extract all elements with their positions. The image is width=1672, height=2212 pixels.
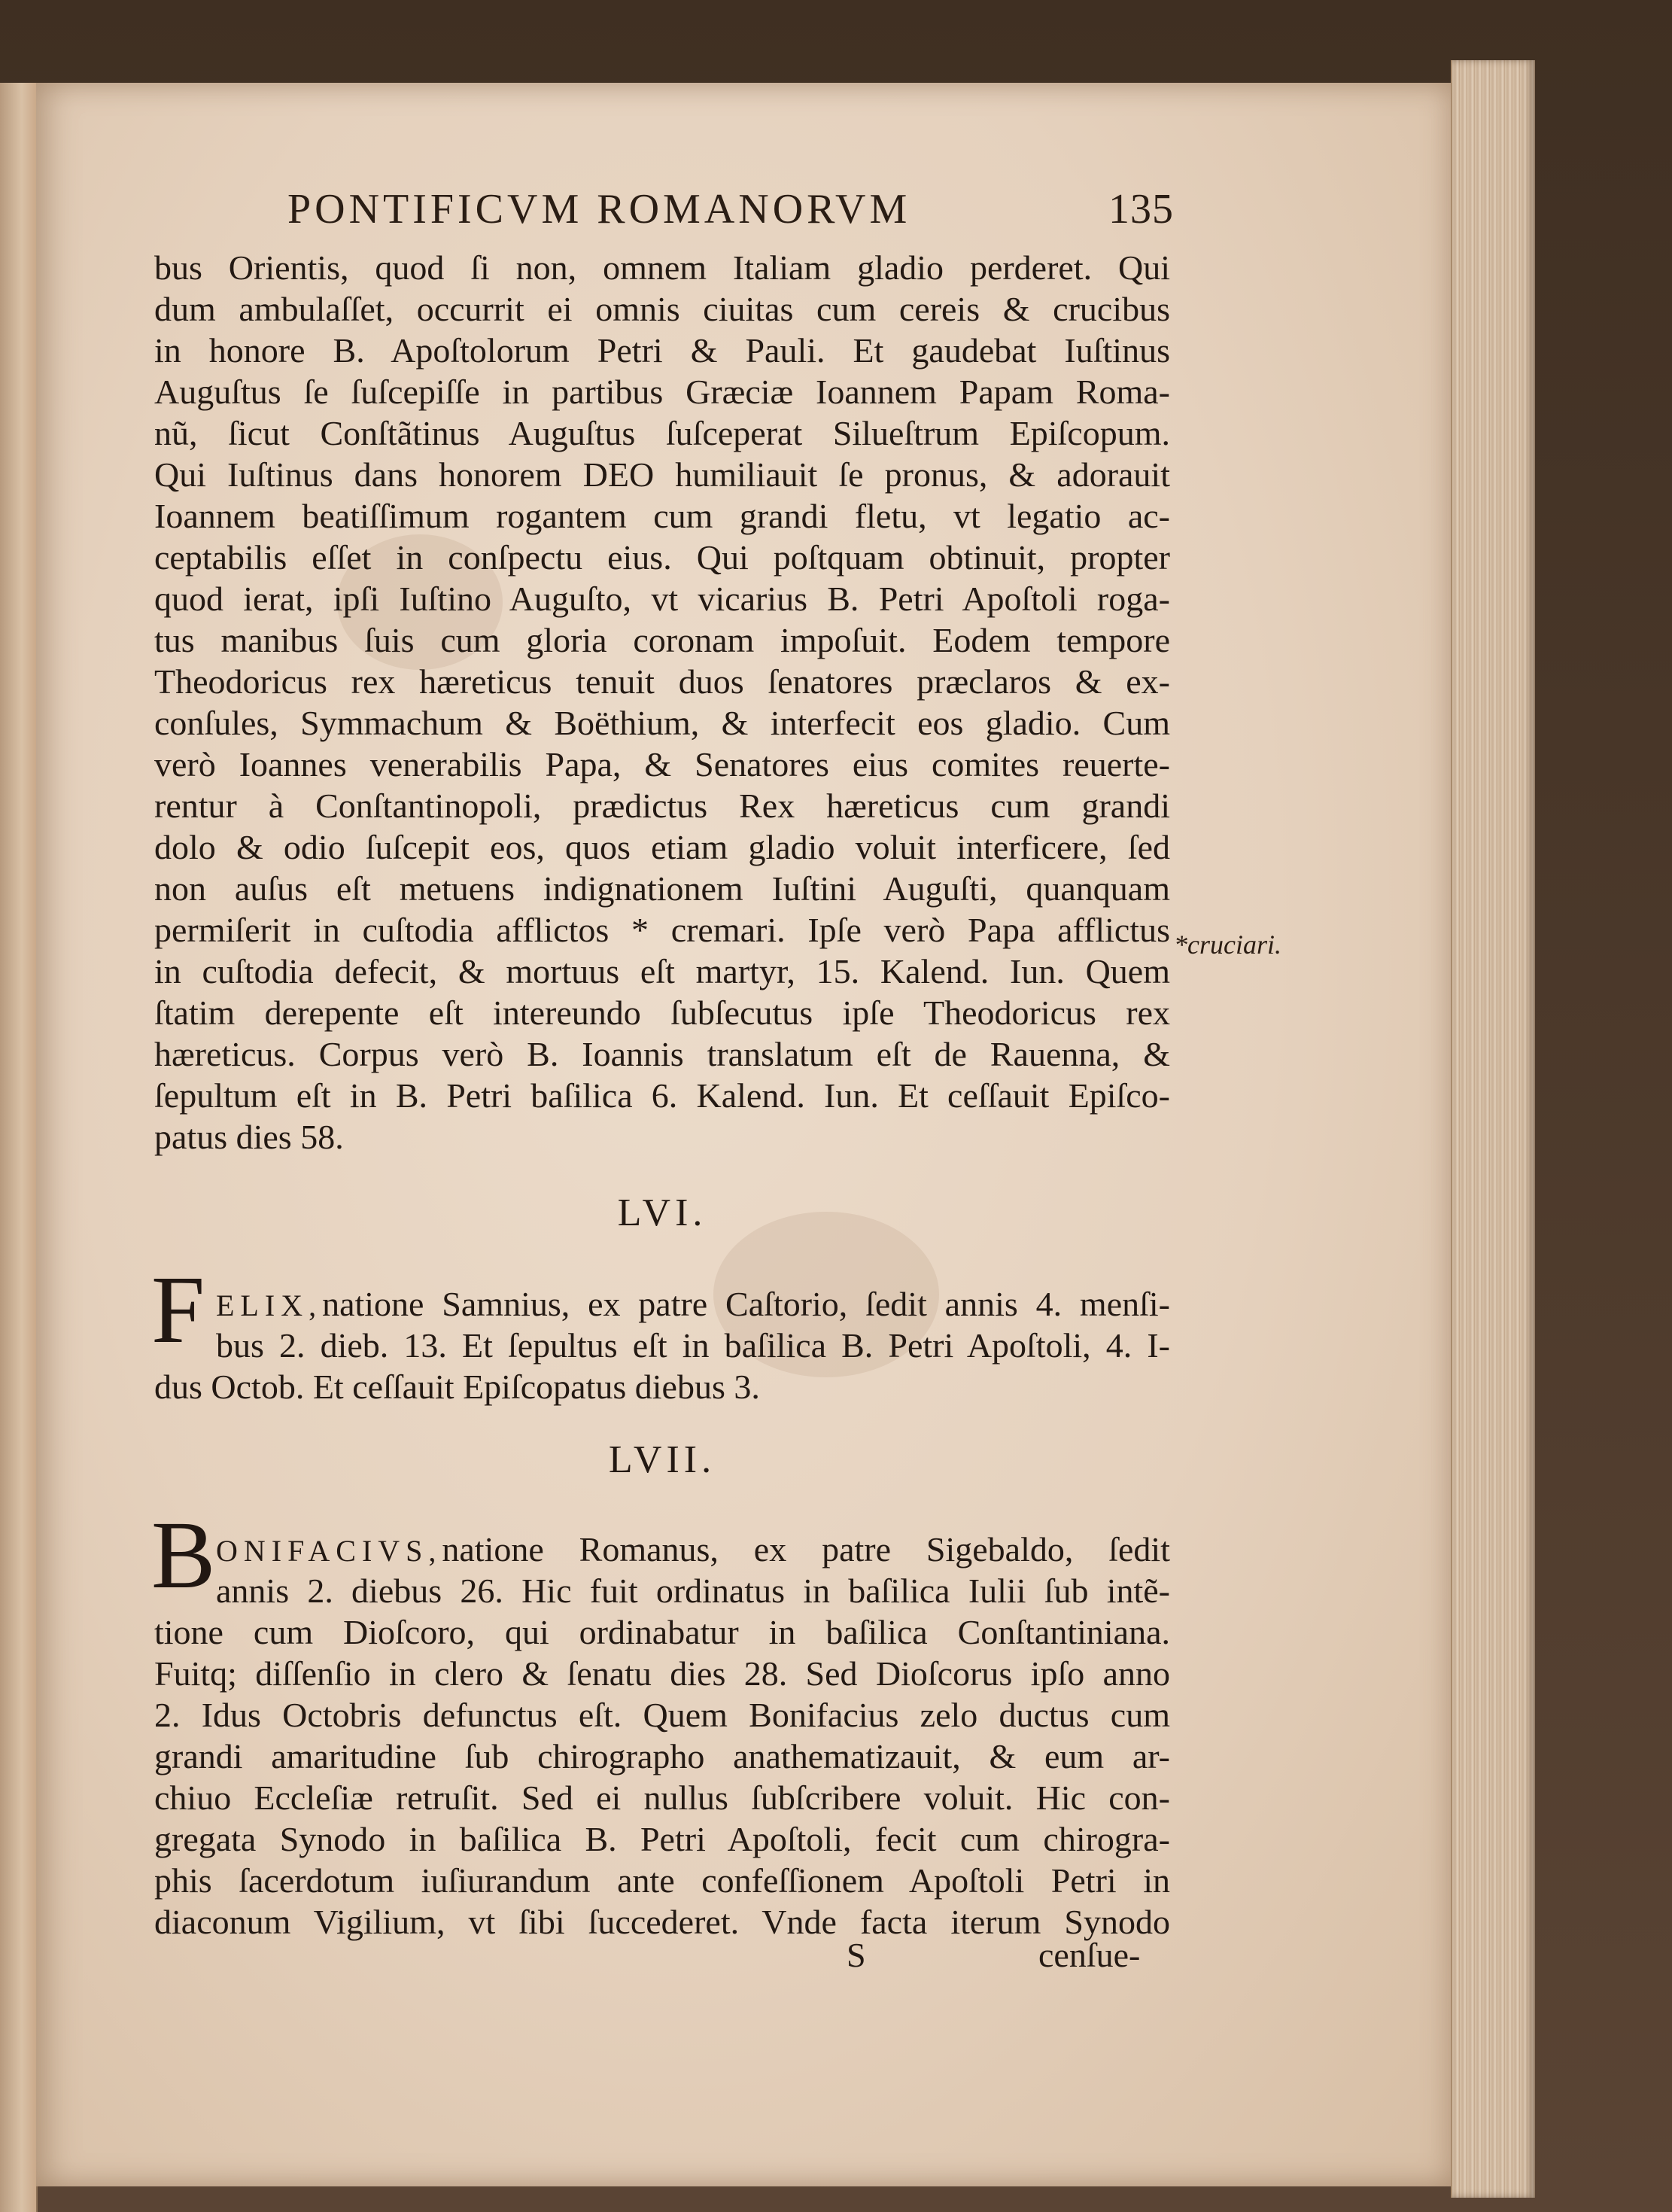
text-line: Qui Iuſtinus dans honorem DEO humiliauit ſe pronus, & adorauit xyxy=(154,455,1170,494)
running-head-title: PONTIFICVM ROMANORVM xyxy=(287,186,911,233)
text-line: ceptabilis eſſet in conſpectu eius. Qui poſtquam obtinuit, propter xyxy=(154,538,1170,577)
marginal-note: *cruciari. xyxy=(1174,930,1281,960)
catchword: cenſue- xyxy=(1038,1936,1141,1974)
drop-cap-b: B xyxy=(151,1502,216,1608)
text-line: phis ſacerdotum iuſiurandum ante confeſſionem Apoſtoli Petri in xyxy=(154,1861,1170,1900)
text-line: dum ambulaſſet, occurrit ei omnis ciuitas cum cereis & crucibus xyxy=(154,290,1170,328)
text-line xyxy=(216,1529,1170,1570)
section-number-lvii: LVII. xyxy=(608,1438,716,1481)
text-line: rentur à Conſtantinopoli, prædictus Rex hæreticus cum grandi xyxy=(154,787,1170,825)
text-line: tus manibus ſuis cum gloria coronam impoſuit. Eodem tempore xyxy=(154,621,1170,659)
line-text: natione Romanus, ex patre Sigebaldo, ſedit xyxy=(442,1530,1170,1568)
text-line: bus Orientis, quod ſi non, omnem Italiam gladio perderet. Qui xyxy=(154,248,1170,287)
text-line: permiſerit in cuſtodia afflictos * cremari. Ipſe verò Papa afflictus xyxy=(154,911,1170,949)
text-line: tione cum Dioſcoro, qui ordinabatur in baſilica Conſtantiniana. xyxy=(154,1613,1170,1651)
first-word: ONIFACIVS, xyxy=(216,1534,442,1568)
text-line: annis 2. diebus 26. Hic fuit ordinatus in baſilica Iulii ſub intẽ- xyxy=(216,1572,1170,1610)
text-line: patus dies 58. xyxy=(154,1118,344,1156)
text-line: 2. Idus Octobris defunctus eſt. Quem Bonifacius zelo ductus cum xyxy=(154,1696,1170,1734)
text-line: quod ierat, ipſi Iuſtino Auguſto, vt vicarius B. Petri Apoſtoli roga- xyxy=(154,580,1170,618)
text-line: chiuo Eccleſiæ retruſit. Sed ei nullus ſubſcribere voluit. Hic con- xyxy=(154,1778,1170,1817)
previous-page-edge xyxy=(0,83,38,2212)
line-text: natione Samnius, ex patre Caſtorio, ſedit annis 4. menſi- xyxy=(322,1285,1170,1323)
folio-number: 135 xyxy=(1108,186,1174,233)
text-line: ſtatim derepente eſt intereundo ſubſecutus ipſe Theodoricus rex xyxy=(154,993,1170,1032)
text-line: Ioannem beatiſſimum rogantem cum grandi fletu, vt legatio ac- xyxy=(154,497,1170,535)
signature-mark: S xyxy=(847,1936,866,1974)
text-line: ſepultum eſt in B. Petri baſilica 6. Kalend. Iun. Et ceſſauit Epiſco- xyxy=(154,1076,1170,1115)
text-line: verò Ioannes venerabilis Papa, & Senatores eius comites reuerte- xyxy=(154,745,1170,783)
page-fore-edge xyxy=(1451,60,1535,2198)
text-line: Fuitq; diſſenſio in clero & ſenatu dies 28. Sed Dioſcorus ipſo anno xyxy=(154,1654,1170,1693)
drop-cap-f: F xyxy=(151,1256,205,1363)
text-line: Auguſtus ſe ſuſcepiſſe in partibus Græciæ Ioannem Papam Roma- xyxy=(154,373,1170,411)
text-line: Theodoricus rex hæreticus tenuit duos ſenatores præclaros & ex- xyxy=(154,662,1170,701)
section-number-lvi: LVI. xyxy=(617,1191,707,1234)
text-line: in honore B. Apoſtolorum Petri & Pauli. Et gaudebat Iuſtinus xyxy=(154,331,1170,370)
text-line: non auſus eſt metuens indignationem Iuſtini Auguſti, quanquam xyxy=(154,869,1170,908)
text-line: grandi amaritudine ſub chirographo anathematizauit, & eum ar- xyxy=(154,1737,1170,1775)
text-line: gregata Synodo in baſilica B. Petri Apoſtoli, fecit cum chirogra- xyxy=(154,1820,1170,1858)
text-line xyxy=(216,1283,1170,1325)
running-head xyxy=(278,185,1174,238)
text-line: conſules, Symmachum & Boëthium, & interfecit eos gladio. Cum xyxy=(154,704,1170,742)
text-line: dolo & odio ſuſcepit eos, quos etiam gladio voluit interficere, ſed xyxy=(154,828,1170,866)
first-word: ELIX, xyxy=(216,1289,323,1322)
text-line: in cuſtodia defecit, & mortuus eſt martyr, 15. Kalend. Iun. Quem xyxy=(154,952,1170,990)
text-line: hæreticus. Corpus verò B. Ioannis translatum eſt de Rauenna, & xyxy=(154,1035,1170,1073)
text-line: bus 2. dieb. 13. Et ſepultus eſt in baſilica B. Petri Apoſtoli, 4. I- xyxy=(216,1326,1170,1365)
text-line: dus Octob. Et ceſſauit Epiſcopatus diebus 3. xyxy=(154,1368,760,1406)
text-line: diaconum Vigilium, vt ſibi ſuccederet. Vnde facta iterum Synodo xyxy=(154,1903,1170,1941)
text-line: nũ, ſicut Conſtãtinus Auguſtus ſuſceperat Silueſtrum Epiſcopum. xyxy=(154,414,1170,452)
